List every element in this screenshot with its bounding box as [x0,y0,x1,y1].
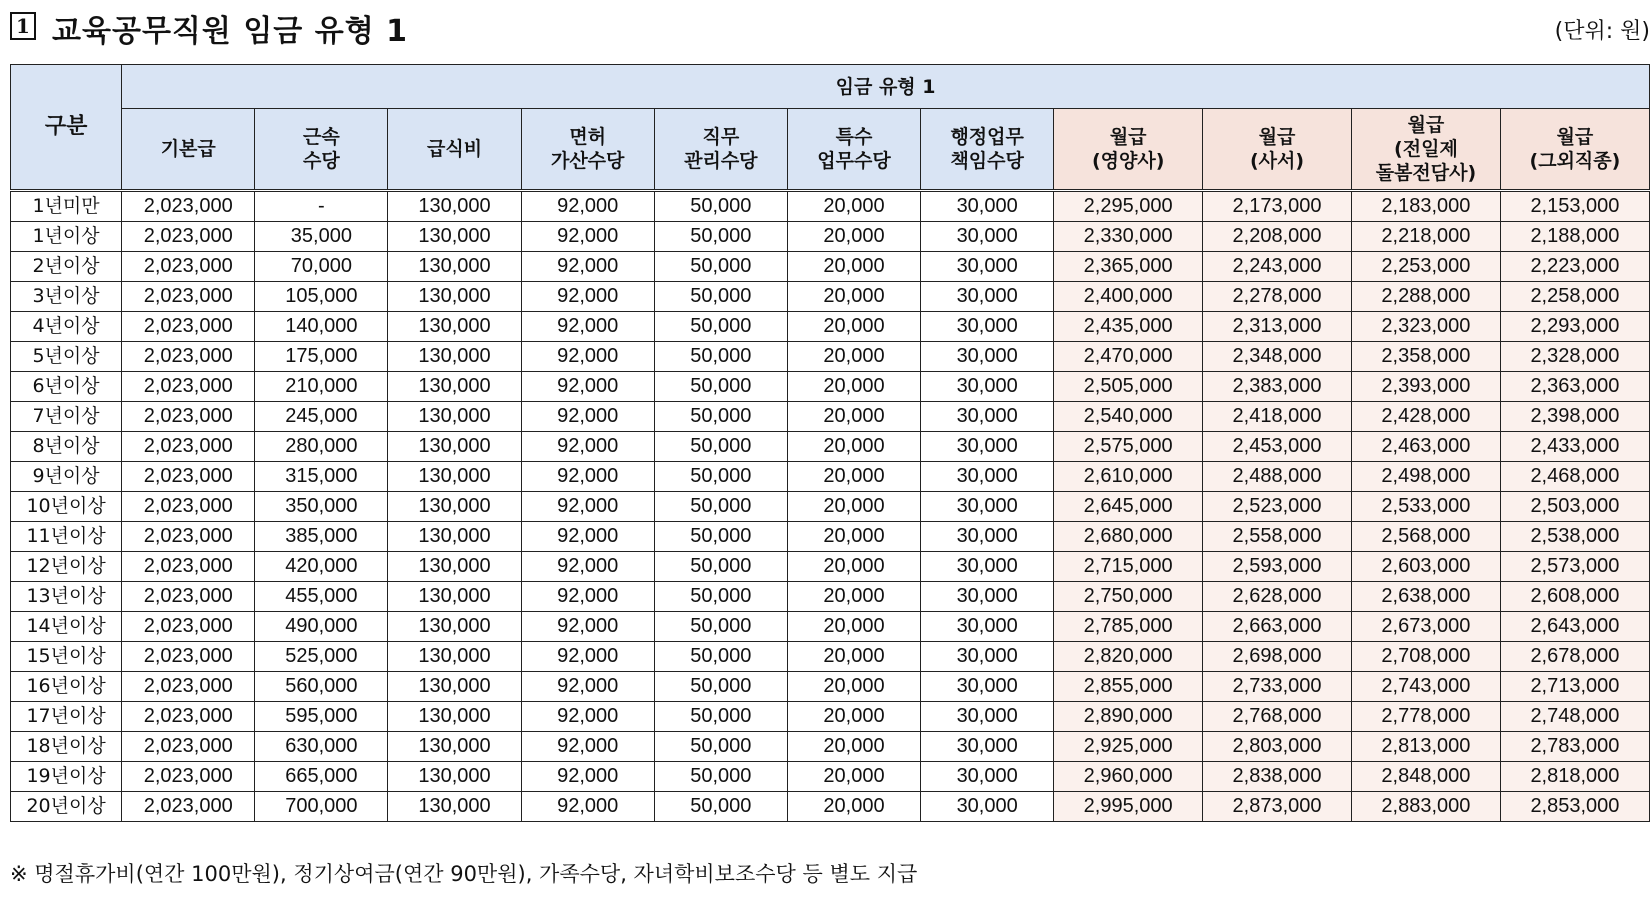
table-cell: 92,000 [521,582,654,612]
table-cell: 30,000 [921,492,1054,522]
table-cell: 92,000 [521,762,654,792]
row-label: 18년이상 [11,732,122,762]
table-cell: 2,023,000 [122,282,255,312]
column-header: 직무 관리수당 [654,109,787,191]
table-cell: 35,000 [255,222,388,252]
row-label: 20년이상 [11,792,122,822]
table-cell: 420,000 [255,552,388,582]
table-row [11,432,1650,462]
table-row [11,402,1650,432]
table-cell: 20,000 [787,402,920,432]
table-cell: 2,698,000 [1203,642,1352,672]
table-row [11,312,1650,342]
table-cell: 30,000 [921,642,1054,672]
table-cell: 2,433,000 [1500,432,1649,462]
table-cell: 50,000 [654,612,787,642]
table-cell: 30,000 [921,432,1054,462]
row-label: 10년이상 [11,492,122,522]
table-cell: 140,000 [255,312,388,342]
table-cell: 130,000 [388,612,521,642]
table-cell: 2,383,000 [1203,372,1352,402]
table-row [11,462,1650,492]
table-cell: 92,000 [521,312,654,342]
table-cell: 130,000 [388,372,521,402]
table-cell: 2,183,000 [1351,191,1500,222]
table-cell: 2,785,000 [1054,612,1203,642]
table-cell: 2,593,000 [1203,552,1352,582]
table-row [11,612,1650,642]
table-cell: 92,000 [521,191,654,222]
table-cell: 2,358,000 [1351,342,1500,372]
table-cell: 20,000 [787,372,920,402]
table-cell: 30,000 [921,792,1054,822]
table-cell: 92,000 [521,282,654,312]
table-cell: 2,643,000 [1500,612,1649,642]
row-label: 16년이상 [11,672,122,702]
row-label: 8년이상 [11,432,122,462]
table-cell: 30,000 [921,702,1054,732]
table-cell: 2,820,000 [1054,642,1203,672]
table-cell: 2,680,000 [1054,522,1203,552]
table-cell: 50,000 [654,792,787,822]
table-cell: 105,000 [255,282,388,312]
table-cell: 2,023,000 [122,402,255,432]
table-cell: 92,000 [521,342,654,372]
table-cell: 30,000 [921,522,1054,552]
row-label: 9년이상 [11,462,122,492]
table-cell: 2,330,000 [1054,222,1203,252]
table-cell: 130,000 [388,642,521,672]
table-cell: 2,023,000 [122,222,255,252]
table-cell: 2,293,000 [1500,312,1649,342]
table-row [11,792,1650,822]
table-cell: 20,000 [787,702,920,732]
table-cell: 315,000 [255,462,388,492]
table-cell: 20,000 [787,762,920,792]
table-cell: 2,435,000 [1054,312,1203,342]
table-row [11,372,1650,402]
table-cell: 50,000 [654,222,787,252]
table-cell: 2,023,000 [122,732,255,762]
row-label: 13년이상 [11,582,122,612]
column-header: 행정업무 책임수당 [921,109,1054,191]
table-cell: 2,023,000 [122,612,255,642]
table-cell: - [255,191,388,222]
table-cell: 20,000 [787,252,920,282]
wage-table [10,64,1650,822]
table-cell: 92,000 [521,492,654,522]
table-cell: 2,468,000 [1500,462,1649,492]
table-cell: 50,000 [654,252,787,282]
column-header: 근속 수당 [255,109,388,191]
table-cell: 30,000 [921,191,1054,222]
group-header-cell: 임금 유형 1 [122,65,1650,109]
table-cell: 2,258,000 [1500,282,1649,312]
table-cell: 130,000 [388,282,521,312]
table-cell: 490,000 [255,612,388,642]
table-cell: 2,328,000 [1500,342,1649,372]
table-cell: 2,523,000 [1203,492,1352,522]
table-cell: 2,023,000 [122,462,255,492]
table-cell: 50,000 [654,702,787,732]
table-cell: 2,960,000 [1054,762,1203,792]
table-cell: 2,778,000 [1351,702,1500,732]
table-cell: 50,000 [654,191,787,222]
table-cell: 2,218,000 [1351,222,1500,252]
table-cell: 2,393,000 [1351,372,1500,402]
footnote: ※ 명절휴가비(연간 100만원), 정기상여금(연간 90만원), 가족수당, 자녀학비보조수당 등 별도 지급 [10,862,918,886]
table-cell: 50,000 [654,492,787,522]
table-cell: 20,000 [787,191,920,222]
table-cell: 92,000 [521,432,654,462]
table-cell: 92,000 [521,462,654,492]
table-cell: 2,418,000 [1203,402,1352,432]
row-label: 3년이상 [11,282,122,312]
table-cell: 2,488,000 [1203,462,1352,492]
table-cell: 20,000 [787,222,920,252]
table-cell: 2,708,000 [1351,642,1500,672]
table-cell: 2,925,000 [1054,732,1203,762]
table-cell: 2,023,000 [122,492,255,522]
table-cell: 92,000 [521,252,654,282]
column-header: 월급 (전일제 돌봄전담사) [1351,109,1500,191]
table-cell: 2,288,000 [1351,282,1500,312]
table-cell: 2,188,000 [1500,222,1649,252]
table-cell: 2,663,000 [1203,612,1352,642]
table-cell: 2,573,000 [1500,552,1649,582]
table-cell: 2,023,000 [122,642,255,672]
row-label: 14년이상 [11,612,122,642]
table-cell: 130,000 [388,191,521,222]
column-header: 월급 (사서) [1203,109,1352,191]
table-cell: 30,000 [921,732,1054,762]
row-label: 1년이상 [11,222,122,252]
row-label: 6년이상 [11,372,122,402]
table-cell: 2,313,000 [1203,312,1352,342]
table-cell: 2,855,000 [1054,672,1203,702]
unit-label: (단위: 원) [1554,19,1650,44]
table-cell: 2,883,000 [1351,792,1500,822]
table-cell: 2,750,000 [1054,582,1203,612]
table-cell: 130,000 [388,582,521,612]
table-cell: 30,000 [921,462,1054,492]
column-header: 면허 가산수당 [521,109,654,191]
table-cell: 50,000 [654,672,787,702]
table-cell: 20,000 [787,582,920,612]
table-cell: 2,803,000 [1203,732,1352,762]
table-cell: 2,783,000 [1500,732,1649,762]
table-cell: 130,000 [388,792,521,822]
table-cell: 2,023,000 [122,372,255,402]
table-cell: 130,000 [388,492,521,522]
table-row [11,642,1650,672]
table-cell: 92,000 [521,522,654,552]
table-cell: 2,673,000 [1351,612,1500,642]
table-cell: 130,000 [388,522,521,552]
row-label: 12년이상 [11,552,122,582]
table-cell: 50,000 [654,462,787,492]
table-cell: 2,628,000 [1203,582,1352,612]
table-cell: 2,023,000 [122,582,255,612]
table-cell: 130,000 [388,462,521,492]
table-cell: 2,533,000 [1351,492,1500,522]
table-cell: 2,023,000 [122,762,255,792]
table-cell: 92,000 [521,642,654,672]
table-cell: 50,000 [654,552,787,582]
table-cell: 2,023,000 [122,312,255,342]
table-cell: 2,733,000 [1203,672,1352,702]
table-cell: 210,000 [255,372,388,402]
table-cell: 50,000 [654,732,787,762]
row-label: 11년이상 [11,522,122,552]
table-cell: 20,000 [787,732,920,762]
table-cell: 20,000 [787,462,920,492]
table-cell: 130,000 [388,432,521,462]
table-row [11,582,1650,612]
table-cell: 2,890,000 [1054,702,1203,732]
table-cell: 2,295,000 [1054,191,1203,222]
table-cell: 50,000 [654,312,787,342]
table-cell: 50,000 [654,762,787,792]
table-cell: 92,000 [521,222,654,252]
table-cell: 2,575,000 [1054,432,1203,462]
table-cell: 2,743,000 [1351,672,1500,702]
table-cell: 175,000 [255,342,388,372]
table-cell: 92,000 [521,672,654,702]
column-header-row [11,109,1650,191]
table-cell: 2,400,000 [1054,282,1203,312]
table-cell: 2,540,000 [1054,402,1203,432]
table-cell: 2,208,000 [1203,222,1352,252]
table-cell: 2,638,000 [1351,582,1500,612]
row-label: 19년이상 [11,762,122,792]
table-cell: 130,000 [388,762,521,792]
table-cell: 30,000 [921,282,1054,312]
table-cell: 92,000 [521,552,654,582]
table-row [11,762,1650,792]
table-cell: 92,000 [521,702,654,732]
table-cell: 2,603,000 [1351,552,1500,582]
table-cell: 560,000 [255,672,388,702]
table-cell: 2,365,000 [1054,252,1203,282]
table-cell: 30,000 [921,672,1054,702]
row-label: 5년이상 [11,342,122,372]
table-cell: 70,000 [255,252,388,282]
table-cell: 130,000 [388,222,521,252]
table-row [11,191,1650,222]
table-cell: 92,000 [521,402,654,432]
table-cell: 2,243,000 [1203,252,1352,282]
table-cell: 2,023,000 [122,432,255,462]
table-row [11,222,1650,252]
table-cell: 2,023,000 [122,792,255,822]
table-cell: 30,000 [921,312,1054,342]
table-row [11,282,1650,312]
table-cell: 350,000 [255,492,388,522]
table-cell: 2,853,000 [1500,792,1649,822]
row-label: 1년미만 [11,191,122,222]
table-cell: 30,000 [921,612,1054,642]
table-cell: 20,000 [787,552,920,582]
table-cell: 2,645,000 [1054,492,1203,522]
table-cell: 2,453,000 [1203,432,1352,462]
column-header: 급식비 [388,109,521,191]
table-cell: 20,000 [787,792,920,822]
table-cell: 130,000 [388,342,521,372]
table-cell: 385,000 [255,522,388,552]
table-cell: 20,000 [787,282,920,312]
table-row [11,522,1650,552]
row-label: 15년이상 [11,642,122,672]
table-cell: 2,023,000 [122,672,255,702]
table-cell: 130,000 [388,552,521,582]
table-cell: 2,463,000 [1351,432,1500,462]
table-cell: 2,818,000 [1500,762,1649,792]
table-cell: 50,000 [654,402,787,432]
table-row [11,252,1650,282]
table-cell: 2,253,000 [1351,252,1500,282]
table-cell: 30,000 [921,222,1054,252]
table-cell: 20,000 [787,612,920,642]
table-row [11,732,1650,762]
table-cell: 50,000 [654,642,787,672]
table-cell: 2,715,000 [1054,552,1203,582]
table-cell: 2,503,000 [1500,492,1649,522]
table-cell: 280,000 [255,432,388,462]
table-cell: 20,000 [787,522,920,552]
table-cell: 130,000 [388,312,521,342]
table-cell: 2,023,000 [122,252,255,282]
table-cell: 700,000 [255,792,388,822]
table-cell: 2,278,000 [1203,282,1352,312]
table-cell: 2,023,000 [122,552,255,582]
table-cell: 20,000 [787,672,920,702]
table-cell: 30,000 [921,762,1054,792]
table-cell: 2,678,000 [1500,642,1649,672]
table-cell: 245,000 [255,402,388,432]
table-cell: 2,568,000 [1351,522,1500,552]
table-body [11,191,1650,822]
table-cell: 92,000 [521,612,654,642]
row-label: 2년이상 [11,252,122,282]
title-bar [10,4,1650,52]
table-cell: 20,000 [787,312,920,342]
table-row [11,672,1650,702]
table-cell: 2,558,000 [1203,522,1352,552]
row-label: 7년이상 [11,402,122,432]
table-cell: 130,000 [388,672,521,702]
table-cell: 525,000 [255,642,388,672]
table-cell: 2,023,000 [122,522,255,552]
table-cell: 2,813,000 [1351,732,1500,762]
table-cell: 50,000 [654,342,787,372]
table-cell: 30,000 [921,372,1054,402]
table-row [11,702,1650,732]
column-header: 월급 (그외직종) [1500,109,1649,191]
table-cell: 2,608,000 [1500,582,1649,612]
page-title: 교육공무직원 임금 유형 1 [52,14,409,49]
table-cell: 2,428,000 [1351,402,1500,432]
table-cell: 2,610,000 [1054,462,1203,492]
table-cell: 30,000 [921,252,1054,282]
table-row [11,492,1650,522]
table-cell: 2,538,000 [1500,522,1649,552]
table-cell: 2,768,000 [1203,702,1352,732]
column-header: 월급 (영양사) [1054,109,1203,191]
table-cell: 2,873,000 [1203,792,1352,822]
table-cell: 130,000 [388,402,521,432]
table-cell: 2,323,000 [1351,312,1500,342]
table-cell: 2,713,000 [1500,672,1649,702]
table-cell: 50,000 [654,282,787,312]
table-cell: 2,153,000 [1500,191,1649,222]
table-cell: 30,000 [921,342,1054,372]
table-cell: 455,000 [255,582,388,612]
table-cell: 2,498,000 [1351,462,1500,492]
table-cell: 30,000 [921,552,1054,582]
table-cell: 130,000 [388,252,521,282]
table-row [11,342,1650,372]
table-cell: 20,000 [787,432,920,462]
table-cell: 20,000 [787,342,920,372]
table-cell: 50,000 [654,522,787,552]
table-cell: 92,000 [521,372,654,402]
table-cell: 92,000 [521,732,654,762]
table-cell: 595,000 [255,702,388,732]
table-cell: 20,000 [787,492,920,522]
table-cell: 2,173,000 [1203,191,1352,222]
table-row [11,552,1650,582]
table-cell: 30,000 [921,582,1054,612]
table-cell: 50,000 [654,432,787,462]
table-cell: 2,505,000 [1054,372,1203,402]
table-cell: 20,000 [787,642,920,672]
table-cell: 50,000 [654,582,787,612]
table-cell: 2,023,000 [122,191,255,222]
table-cell: 2,023,000 [122,702,255,732]
column-header: 기본급 [122,109,255,191]
table-cell: 2,348,000 [1203,342,1352,372]
table-cell: 130,000 [388,732,521,762]
table-cell: 2,848,000 [1351,762,1500,792]
table-cell: 665,000 [255,762,388,792]
row-header-cell: 구분 [11,65,122,191]
table-cell: 2,363,000 [1500,372,1649,402]
table-cell: 130,000 [388,702,521,732]
table-cell: 2,838,000 [1203,762,1352,792]
header-row-group [11,65,1650,109]
table-cell: 2,995,000 [1054,792,1203,822]
column-header: 특수 업무수당 [787,109,920,191]
table-cell: 2,223,000 [1500,252,1649,282]
section-number: 1 [10,12,36,40]
table-cell: 2,023,000 [122,342,255,372]
row-label: 4년이상 [11,312,122,342]
table-cell: 2,470,000 [1054,342,1203,372]
table-cell: 2,748,000 [1500,702,1649,732]
table-cell: 2,398,000 [1500,402,1649,432]
table-cell: 630,000 [255,732,388,762]
row-label: 17년이상 [11,702,122,732]
table-cell: 92,000 [521,792,654,822]
table-cell: 50,000 [654,372,787,402]
table-cell: 30,000 [921,402,1054,432]
